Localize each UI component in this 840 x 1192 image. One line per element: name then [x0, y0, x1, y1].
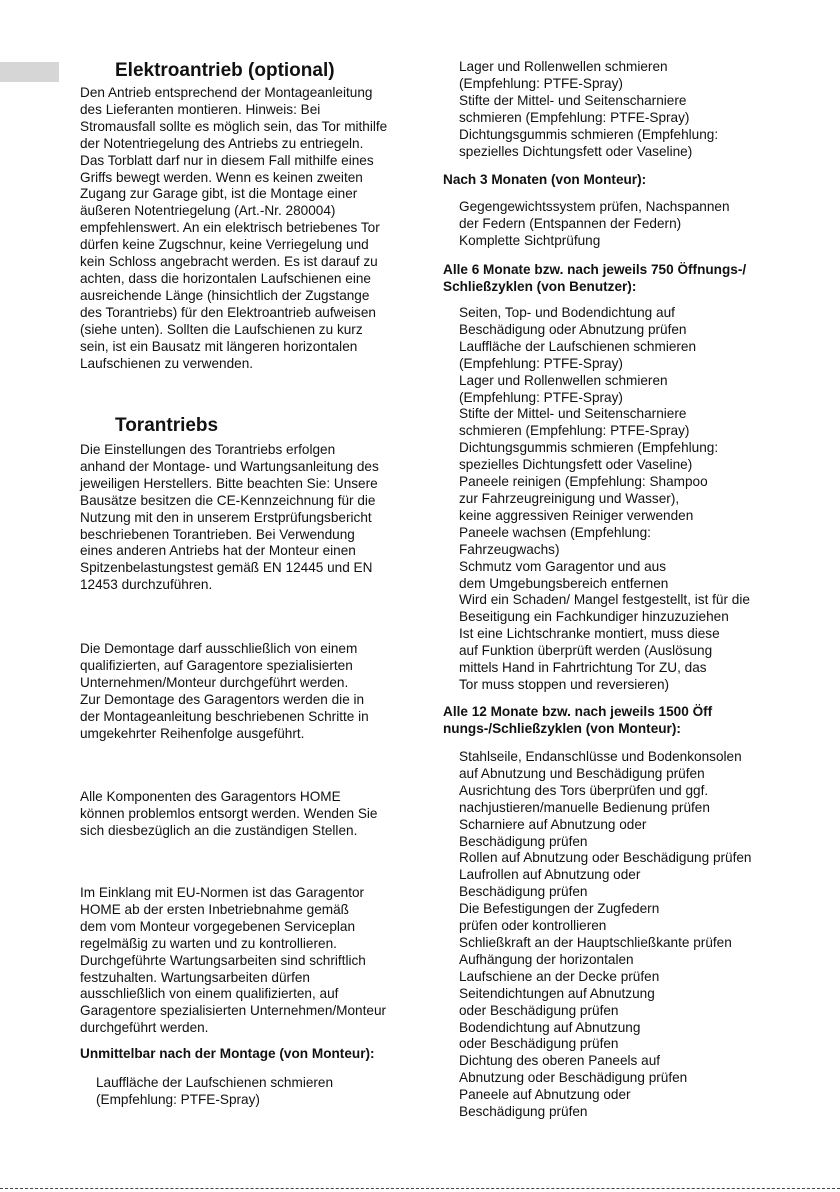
- text-line: Ist eine Lichtschranke montiert, muss diese: [459, 626, 720, 642]
- text-line: Schließkraft an der Hauptschließkante prüfen: [459, 934, 732, 950]
- text-line: zur Fahrzeugreinigung und Wasser),: [459, 490, 680, 506]
- list-continued-top: [459, 59, 718, 160]
- text-line: Beschädigung oder Abnutzung prüfen: [459, 321, 687, 337]
- text-line: Beschädigung prüfen: [459, 833, 588, 849]
- text-line: (Empfehlung: PTFE-Spray): [96, 1091, 260, 1107]
- text-line: Bausätze besitzen die CE-Kennzeichnung für die: [80, 492, 376, 508]
- text-line: umgekehrter Reihenfolge ausgeführt.: [80, 725, 305, 741]
- heading-torantriebs: Torantriebs: [115, 415, 219, 436]
- text-line: Stromausfall sollte es möglich sein, das Tor mithilfe: [80, 118, 388, 134]
- text-line: Laufschiene an der Decke prüfen: [459, 968, 660, 984]
- text-line: Alle 6 Monate bzw. nach jeweils 750 Öffnungs-/: [443, 262, 747, 277]
- heading-unmittelbar: Unmittelbar nach der Montage (von Monteur):: [80, 1046, 375, 1061]
- text-line: (Empfehlung: PTFE-Spray): [459, 355, 623, 371]
- text-line: Lauffläche der Laufschienen schmieren: [96, 1075, 334, 1090]
- text-line: auf Abnutzung und Beschädigung prüfen: [459, 765, 705, 781]
- text-line: 12453 durchzuführen.: [80, 577, 213, 593]
- text-line: dem Umgebungsbereich entfernen: [459, 575, 669, 591]
- text-line: Alle 12 Monate bzw. nach jeweils 1500 Öff: [443, 704, 713, 719]
- text-line: empfehlenswert. An ein elektrisch betriebenes Tor: [80, 220, 380, 236]
- text-line: auf Funktion überprüft werden (Auslösung: [459, 643, 713, 659]
- text-line: Gegengewichtssystem prüfen, Nachspannen: [459, 199, 730, 214]
- text-line: des Lieferanten montieren. Hinweis: Bei: [80, 101, 321, 117]
- text-line: jeweiligen Herstellers. Bitte beachten Sie: Unsere: [80, 475, 378, 491]
- text-line: Schließzyklen (von Benutzer):: [443, 278, 637, 294]
- text-line: Stifte der Mittel- und Seitenscharniere: [459, 92, 687, 108]
- text-line: ausreichende Länge (hinsichtlich der Zugstange: [80, 287, 370, 303]
- list-unmittelbar: [96, 1075, 333, 1109]
- text-line: sich diesbezüglich an die zuständigen Stellen.: [80, 822, 358, 838]
- text-line: Stifte der Mittel- und Seitenscharniere: [459, 406, 687, 422]
- text-line: ausschließlich von einem qualifizierten, auf: [80, 986, 339, 1002]
- text-line: Aufhängung der horizontalen: [459, 951, 634, 967]
- text-line: Zur Demontage des Garagentors werden die in: [80, 691, 365, 707]
- list-6-monate: [459, 305, 750, 694]
- text-line: Wird ein Schaden/ Mangel festgestellt, ist für die: [459, 592, 750, 608]
- text-line: Paneele auf Abnutzung oder: [459, 1087, 631, 1103]
- text-line: schmieren (Empfehlung: PTFE-Spray): [459, 423, 690, 439]
- text-line: der Montageanleitung beschriebenen Schritte in: [80, 708, 369, 724]
- text-line: Beschädigung prüfen: [459, 1104, 588, 1120]
- list-12-monate: [459, 749, 751, 1121]
- text-line: Rollen auf Abnutzung oder Beschädigung prüfen: [459, 850, 752, 866]
- text-line: spezielles Dichtungsfett oder Vaseline): [459, 143, 693, 159]
- text-line: Paneele wachsen (Empfehlung:: [459, 524, 651, 540]
- text-line: Nutzung mit den in unserem Erstprüfungsbericht: [80, 509, 372, 525]
- text-line: Fahrzeugwachs): [459, 541, 560, 557]
- text-line: der Notentriegelung des Antriebs zu entriegeln.: [80, 135, 364, 151]
- chapter-tab-marker: [0, 62, 59, 82]
- paragraph-torantriebs: [80, 442, 379, 594]
- text-line: Dichtung des oberen Paneels auf: [459, 1053, 661, 1069]
- text-line: keine aggressiven Reiniger verwenden: [459, 507, 694, 523]
- paragraph-wartung: [80, 885, 386, 1037]
- text-line: können problemlos entsorgt werden. Wenden Sie: [80, 805, 378, 821]
- page-bottom-rule: [0, 1188, 840, 1189]
- paragraph-demontage: [80, 641, 369, 742]
- text-line: oder Beschädigung prüfen: [459, 1036, 619, 1052]
- paragraph-entsorgung: [80, 789, 377, 840]
- text-line: äußeren Notentriegelung (Art.-Nr. 280004): [80, 203, 336, 219]
- heading-6-monate: [443, 262, 746, 296]
- text-line: Im Einklang mit EU-Normen ist das Garagentor: [80, 885, 365, 900]
- text-line: Seiten, Top- und Bodendichtung auf: [459, 305, 675, 320]
- text-line: Durchgeführte Wartungsarbeiten sind schriftlich: [80, 952, 366, 968]
- text-line: Beseitigung ein Fachkundiger hinzuzuziehen: [459, 609, 729, 625]
- text-line: beschriebenen Torantrieben. Bei Verwendung: [80, 526, 355, 542]
- text-line: Tor muss stoppen und reversieren): [459, 676, 670, 692]
- text-line: nungs-/Schließzyklen (von Monteur):: [443, 720, 681, 736]
- text-line: kein Schloss angebracht werden. Es ist darauf zu: [80, 254, 378, 270]
- text-line: Zugang zur Garage gibt, ist die Montage einer: [80, 186, 358, 202]
- text-line: Garagentore spezialisierten Unternehmen/Monteur: [80, 1003, 387, 1019]
- text-line: des Torantriebs) für den Elektroantrieb aufweisen: [80, 304, 376, 320]
- text-line: Spitzenbelastungstest gemäß EN 12445 und EN: [80, 560, 373, 576]
- paragraph-elektroantrieb: [80, 85, 387, 372]
- text-line: Lauffläche der Laufschienen schmieren: [459, 338, 697, 354]
- text-line: sein, ist ein Bausatz mit längeren horizontalen: [80, 338, 358, 354]
- text-line: Alle Komponenten des Garagentors HOME: [80, 789, 341, 804]
- text-line: anhand der Montage- und Wartungsanleitung des: [80, 458, 379, 474]
- text-line: festzuhalten. Wartungsarbeiten dürfen: [80, 969, 310, 985]
- text-line: schmieren (Empfehlung: PTFE-Spray): [459, 109, 690, 125]
- heading-3-monate: Nach 3 Monaten (von Monteur):: [443, 172, 647, 187]
- text-line: Die Einstellungen des Torantriebs erfolgen: [80, 442, 336, 457]
- text-line: Bodendichtung auf Abnutzung: [459, 1019, 641, 1035]
- text-line: Seitendichtungen auf Abnutzung: [459, 985, 655, 1001]
- text-line: dem vom Monteur vorgegebenen Serviceplan: [80, 918, 356, 934]
- text-line: (Empfehlung: PTFE-Spray): [459, 75, 623, 91]
- text-line: Ausrichtung des Tors überprüfen und ggf.: [459, 782, 709, 798]
- text-line: Unternehmen/Monteur durchgeführt werden.: [80, 674, 349, 690]
- text-line: Komplette Sichtprüfung: [459, 232, 601, 248]
- text-line: (siehe unten). Sollten die Laufschienen zu kurz: [80, 321, 363, 337]
- text-line: Die Befestigungen der Zugfedern: [459, 901, 660, 917]
- text-line: mittels Hand in Fahrtrichtung Tor ZU, das: [459, 660, 707, 676]
- heading-12-monate: [443, 704, 712, 738]
- text-line: Lager und Rollenwellen schmieren: [459, 59, 668, 74]
- text-line: Scharniere auf Abnutzung oder: [459, 816, 647, 832]
- list-3-monate: [459, 199, 730, 250]
- text-line: Paneele reinigen (Empfehlung: Shampoo: [459, 474, 708, 490]
- text-line: Das Torblatt darf nur in diesem Fall mithilfe eines: [80, 152, 374, 168]
- text-line: oder Beschädigung prüfen: [459, 1002, 619, 1018]
- heading-elektroantrieb: Elektroantrieb (optional): [115, 60, 335, 81]
- text-line: spezielles Dichtungsfett oder Vaseline): [459, 457, 693, 473]
- text-line: der Federn (Entspannen der Federn): [459, 215, 682, 231]
- text-line: Schmutz vom Garagentor und aus: [459, 558, 667, 574]
- text-line: achten, dass die horizontalen Laufschienen eine: [80, 270, 371, 286]
- text-line: Laufrollen auf Abnutzung oder: [459, 867, 641, 883]
- text-line: nachjustieren/manuelle Bedienung prüfen: [459, 799, 710, 815]
- text-line: (Empfehlung: PTFE-Spray): [459, 389, 623, 405]
- text-line: Den Antrieb entsprechend der Montageanleitung: [80, 85, 373, 100]
- text-line: Stahlseile, Endanschlüsse und Bodenkonsolen: [459, 749, 742, 764]
- text-line: Beschädigung prüfen: [459, 884, 588, 900]
- text-line: Die Demontage darf ausschließlich von einem: [80, 641, 358, 656]
- text-line: Laufschienen zu verwenden.: [80, 355, 254, 371]
- text-line: qualifizierten, auf Garagentore spezialisierten: [80, 657, 353, 673]
- text-line: HOME ab der ersten Inbetriebnahme gemäß: [80, 901, 349, 917]
- text-line: Abnutzung oder Beschädigung prüfen: [459, 1070, 688, 1086]
- text-line: Dichtungsgummis schmieren (Empfehlung:: [459, 126, 719, 142]
- text-line: regelmäßig zu warten und zu kontrollieren.: [80, 935, 337, 951]
- text-line: Lager und Rollenwellen schmieren: [459, 372, 668, 388]
- text-line: Griffs bewegt werden. Wenn es keinen zweiten: [80, 169, 363, 185]
- text-line: dürfen keine Zugschnur, keine Verriegelung und: [80, 237, 369, 253]
- text-line: Dichtungsgummis schmieren (Empfehlung:: [459, 440, 719, 456]
- text-line: eines anderen Antriebs hat der Monteur einen: [80, 543, 356, 559]
- text-line: prüfen oder kontrollieren: [459, 918, 607, 934]
- text-line: durchgeführt werden.: [80, 1020, 209, 1036]
